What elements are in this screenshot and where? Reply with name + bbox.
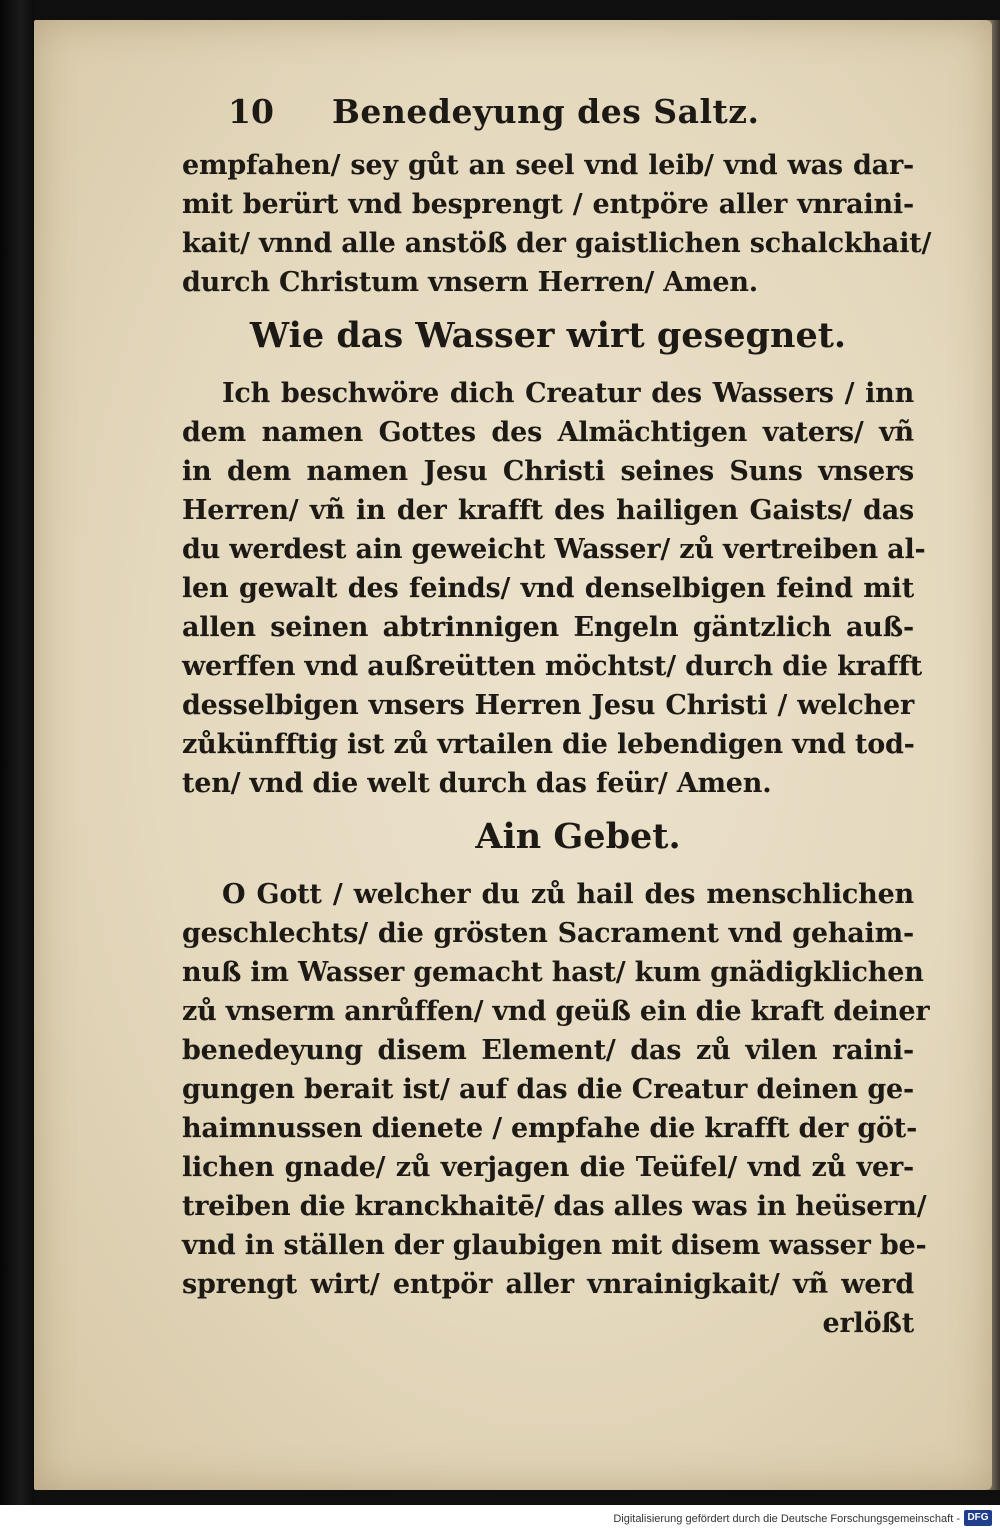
text-line: empfahen/ sey gůt an seel vnd leib/ vnd was dar- <box>182 150 914 181</box>
text-line: sprengt wirt/ entpör aller vnrainigkait/ vñ werd <box>182 1269 914 1300</box>
page-text <box>182 92 932 1343</box>
text-line: zů vnserm anrůffen/ vnd geüß ein die kraft deiner <box>182 996 930 1027</box>
text-line: dem namen Gottes des Almächtigen vaters/ vñ <box>182 417 914 448</box>
prayer-paragraph <box>182 875 930 1343</box>
text-line: kait/ vnnd alle anstöß der gaistlichen schalckhait/ <box>182 228 932 259</box>
text-line: du werdest ain geweicht Wasser/ zů vertreiben al- <box>182 534 926 565</box>
text-line: zůkünfftig ist zů vrtailen die lebendigen vnd tod- <box>182 729 915 760</box>
funding-credit: Digitalisierung gefördert durch die Deutsche Forschungsgemeinschaft - <box>613 1513 960 1525</box>
text-line: haimnussen dienete / empfahe die krafft der göt- <box>182 1113 918 1144</box>
text-line: desselbigen vnsers Herren Jesu Christi / welcher <box>182 690 914 721</box>
dfg-logo: DFG <box>964 1510 992 1526</box>
text-line: lichen gnade/ zů verjagen die Teüfel/ vnd zů ver- <box>182 1152 914 1183</box>
text-line: ten/ vnd die welt durch das feür/ Amen. <box>182 768 772 799</box>
catchword: erlößt <box>822 1308 914 1339</box>
text-line: gungen berait ist/ auf das die Creatur deinen ge- <box>182 1074 914 1105</box>
running-title: Benedeyung des Saltz. <box>332 92 760 131</box>
intro-paragraph <box>182 146 932 302</box>
text-line: treiben die kranckhaitē/ das alles was in heüsern/ <box>182 1191 927 1222</box>
page-number: 10 <box>228 92 274 131</box>
running-head <box>182 92 914 146</box>
section-heading-water: Wie das Wasser wirt gesegnet. <box>249 315 847 356</box>
text-line: Ich beschwöre dich Creatur des Wassers / inn <box>222 378 914 409</box>
water-paragraph <box>182 374 926 803</box>
text-line: len gewalt des feinds/ vnd denselbigen feind mit <box>182 573 914 604</box>
text-line: O Gott / welcher du zů hail des menschlichen <box>222 879 914 910</box>
text-line: benedeyung disem Element/ das zů vilen raini- <box>182 1035 914 1066</box>
text-line: mit berürt vnd besprengt / entpöre aller vnraini- <box>182 189 914 220</box>
footer-bar <box>0 1505 1000 1530</box>
text-line: Herren/ vñ in der krafft des hailigen Gaists/ das <box>182 495 914 526</box>
text-line: werffen vnd außreütten möchtst/ durch die krafft <box>182 651 923 682</box>
text-line: geschlechts/ die grösten Sacrament vnd gehaim- <box>182 918 914 949</box>
text-line: durch Christum vnsern Herren/ Amen. <box>182 267 758 298</box>
text-line: in dem namen Jesu Christi seines Suns vnsers <box>182 456 914 487</box>
section-heading-prayer: Ain Gebet. <box>475 816 681 857</box>
text-line: allen seinen abtrinnigen Engeln gäntzlich auß- <box>182 612 914 643</box>
book-spine <box>0 0 34 1505</box>
text-line: vnd in ställen der glaubigen mit disem wasser be- <box>182 1230 927 1261</box>
text-line: nuß im Wasser gemacht hast/ kum gnädigklichen <box>182 957 924 988</box>
